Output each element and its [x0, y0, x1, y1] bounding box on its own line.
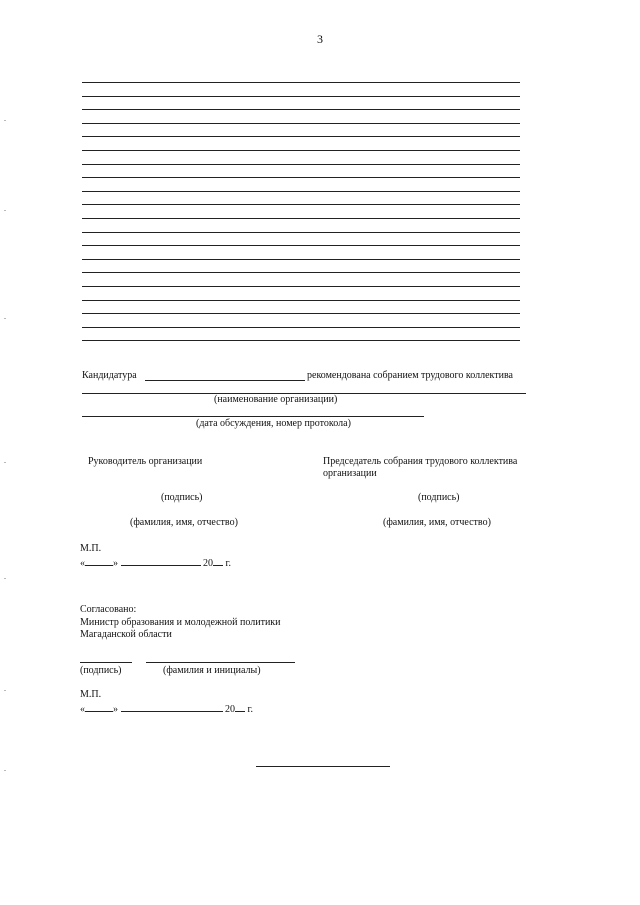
minister-position-line1: Министр образования и молодежной политики — [80, 617, 281, 628]
scan-mark — [4, 578, 6, 579]
ruled-line — [82, 204, 520, 205]
chair-signature-caption: (подпись) — [418, 492, 460, 503]
stamp-place-2: М.П. — [80, 689, 102, 700]
agreed-label: Согласовано: — [80, 604, 137, 615]
scan-mark — [4, 462, 6, 463]
day-field-1[interactable] — [85, 556, 113, 566]
year-prefix-1: 20 — [203, 558, 213, 569]
minister-position-line2: Магаданской области — [80, 629, 172, 640]
discussion-date-field[interactable] — [82, 416, 424, 417]
year-suffix-2: г. — [247, 704, 253, 715]
day-field-2[interactable] — [85, 702, 113, 712]
scan-mark — [4, 210, 6, 211]
date-line-2 — [80, 702, 253, 716]
ruled-line — [82, 340, 520, 341]
ruled-line — [82, 245, 520, 246]
chair-name-caption: (фамилия, имя, отчество) — [383, 517, 491, 528]
discussion-date-caption: (дата обсуждения, номер протокола) — [196, 418, 351, 429]
open-quote: « — [80, 704, 85, 715]
ruled-line — [82, 177, 520, 178]
close-quote: » — [113, 558, 118, 569]
ruled-line — [82, 286, 520, 287]
open-quote: « — [80, 558, 85, 569]
close-quote: » — [113, 704, 118, 715]
year-suffix-1: г. — [225, 558, 231, 569]
minister-name-caption: (фамилия и инициалы) — [163, 665, 261, 676]
year-field-1[interactable] — [213, 556, 223, 566]
meeting-chair-title-line2: организации — [323, 468, 377, 479]
recommended-text: рекомендована собранием трудового коллектива — [307, 370, 513, 381]
candidacy-label: Кандидатура — [82, 370, 137, 381]
ruled-line — [82, 123, 520, 124]
organization-caption: (наименование организации) — [214, 394, 338, 405]
head-signature-caption: (подпись) — [161, 492, 203, 503]
year-prefix-2: 20 — [225, 704, 235, 715]
ruled-line — [82, 313, 520, 314]
ruled-line — [82, 300, 520, 301]
head-of-organization-title: Руководитель организации — [88, 456, 203, 467]
minister-signature-caption: (подпись) — [80, 665, 122, 676]
month-field-2[interactable] — [121, 702, 223, 712]
ruled-line — [82, 327, 520, 328]
ruled-line — [82, 150, 520, 151]
ruled-line — [82, 272, 520, 273]
date-line-1 — [80, 556, 231, 570]
ruled-line — [82, 164, 520, 165]
ruled-line — [82, 259, 520, 260]
end-separator-line — [256, 766, 390, 767]
minister-signature-field[interactable] — [80, 662, 132, 663]
ruled-line — [82, 232, 520, 233]
minister-name-field[interactable] — [146, 662, 295, 663]
ruled-line — [82, 109, 520, 110]
ruled-line — [82, 96, 520, 97]
stamp-place-1: М.П. — [80, 543, 102, 554]
scan-mark — [4, 120, 6, 121]
head-name-caption: (фамилия, имя, отчество) — [130, 517, 238, 528]
candidate-name-field[interactable] — [145, 380, 305, 381]
scan-mark — [4, 690, 6, 691]
page-number: 3 — [317, 32, 323, 46]
ruled-line — [82, 191, 520, 192]
scan-mark — [4, 318, 6, 319]
scan-mark — [4, 770, 6, 771]
month-field-1[interactable] — [121, 556, 201, 566]
year-field-2[interactable] — [235, 702, 245, 712]
ruled-line — [82, 82, 520, 83]
ruled-line — [82, 218, 520, 219]
meeting-chair-title-line1: Председатель собрания трудового коллектива — [323, 456, 518, 467]
ruled-line — [82, 136, 520, 137]
